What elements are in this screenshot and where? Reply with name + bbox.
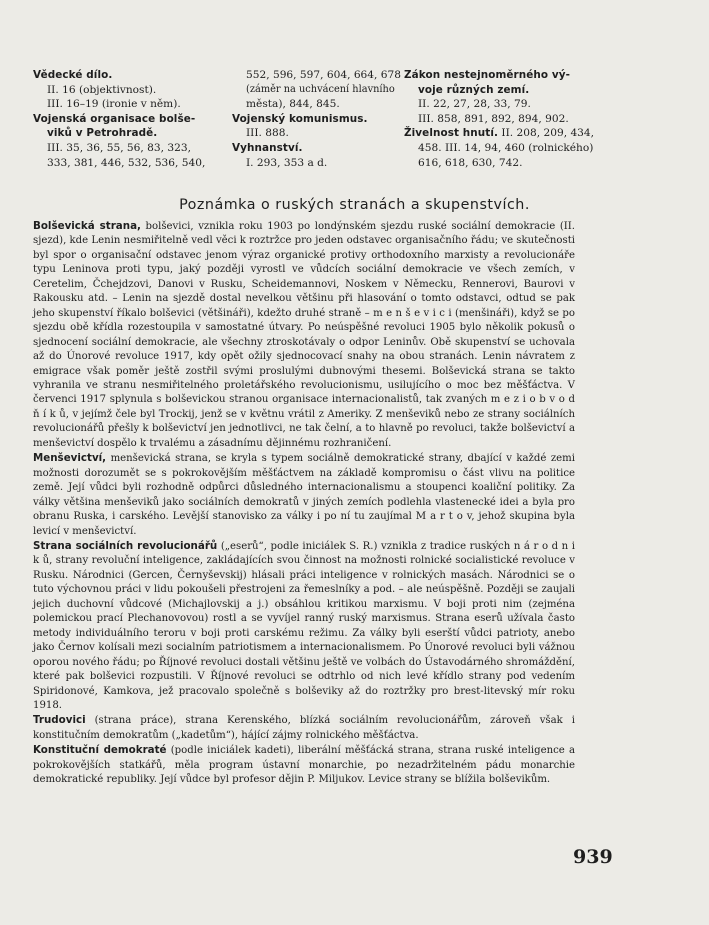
index-entry: III. 16–19 (ironie v něm). [47, 98, 181, 111]
index-entry: Vojenský komunismus. [232, 112, 368, 125]
index-entry: Vojenská organisace bolše- [33, 112, 196, 125]
index-entry: Živelnost hnutí. II. 208, 209, 434, [404, 127, 595, 140]
section-title: Poznámka o ruských stranách a skupenstvích. [179, 197, 530, 213]
notes-body [33, 219, 575, 788]
index-entry: voje různých zemí. [418, 83, 530, 96]
party-description: menševická strana, se kryla s typem sociálně demokratické strany, dbající v každé zemi možnosti dorozumět se s pokrokovějším měšťáctvem na základě kompromisu o část vlivu na politice země. Její vůdci byli rozhodně odpůrci důsledného internacionalismu a stoupenci koaliční politiky. Za války většina menševiků jako sociálních demokratů v jiných zemích podlehla vlastenecké idei a byla pro obranu Ruska, i carského. Levější stanovisko za války i po ní tu zaujímal M a r t o v, jehož skupina byla levicí v menševictví. [33, 453, 575, 537]
index-entry: II. 16 (objektivnost). [47, 83, 157, 96]
index-entry: Vyhnanství. [232, 141, 303, 154]
party-note-paragraph [33, 219, 575, 451]
party-term: Trudovici [33, 714, 86, 727]
party-description: (podle iniciálek kadeti), liberální měšťácká strana, strana ruské inteligence a pokrokovějších statkářů, měla program ústavní monarchie, po nezadržitelném pádu monarchie demokratické republiky. Její vůdce byl profesor dějin P. Miljukov. Levice strany se blížila bolševikům. [33, 745, 576, 786]
index-entry: I. 293, 353 a d. [246, 156, 328, 169]
party-note-paragraph [33, 743, 575, 787]
index-column-3 [404, 68, 595, 170]
party-description: (strana práce), strana Kerenského, blízká sociálním revolucionářům, zároveň však i konstitučním demokratům („kadetům“), hájící zájmy rolnického měšťáctva. [33, 715, 575, 741]
party-term: Bolševická strana, [33, 220, 141, 232]
index-column-2 [232, 68, 400, 170]
index-entry: III. 35, 36, 55, 56, 83, 323, [47, 141, 191, 154]
party-note-paragraph [33, 713, 575, 743]
index-entry: III. 888. [246, 127, 289, 140]
index-entry: Vědecké dílo. [33, 69, 113, 81]
index-entry: 616, 618, 630, 742. [418, 156, 523, 169]
party-note-paragraph [33, 451, 575, 539]
party-term: Strana sociálních revolucionářů [33, 539, 218, 552]
index-entry: 458. III. 14, 94, 460 (rolnického) [418, 141, 594, 154]
index-entry: viků v Petrohradě. [47, 127, 158, 140]
index-column-1 [33, 68, 211, 170]
party-term: Menševictví, [33, 452, 107, 465]
party-note-paragraph [33, 539, 575, 713]
index-entry: III. 858, 891, 892, 894, 902. [418, 112, 569, 125]
index-entry: 552, 596, 597, 604, 664, 678 [246, 69, 401, 81]
index-entry: II. 22, 27, 28, 33, 79. [418, 98, 531, 111]
page-number: 939 [573, 846, 613, 868]
index-entry: (záměr na uchvácení hlavního [246, 83, 395, 95]
index-entry: Zákon nestejnoměrného vý- [404, 69, 571, 81]
index-entry: 333, 381, 446, 532, 536, 540, [47, 156, 206, 169]
party-term: Konstituční demokraté [33, 744, 167, 757]
index-entry: města), 844, 845. [246, 98, 340, 111]
party-description: („eserů“, podle iniciálek S. R.) vznikla z tradice ruských n á r o d n i k ů, strany revoluční inteligence, zakládajících svou činnost na možnosti rolnické socialistické revoluce v Rusku. Národnici (Gercen, Černyševskij) hlásali práci inteligence v rolnických masách. Národnici se o tuto výchovnou práci v lidu pokoušeli přestrojeni za řemeslníky a pod. – ale neúspěšně. Později se zaujali jejich duchovní vůdcové (Michajlovskij a j.) obsáhlou kritikou marxismu. V boji proti nim (zejména polemickou prací Plechanovovou) rostl a se vyvíjel ranný ruský marxismus. Strana eserů užívala často metody individuálního teroru v boji proti carskému režimu. Za války byli eserští vůdci patrioty, anebo jako Černov kolísali mezi socialním patriotismem a internacionalismem. Po Únorové revoluci byli vážnou oporou nového řádu; po Říjnové revoluci dostali většinu ještě ve volbách do Ústavodárného shromáždění, které pak bolševici rozpustili. V Říjnové revoluci se odtrhlo od nich levé křídlo strany pod vedením Spiridonové, Kamkova, jež pracovalo společně s bolševiky až do roztržky pro brest-litevský mír roku 1918. [33, 540, 576, 711]
party-description: bolševici, vznikla roku 1903 po londýnském sjezdu ruské sociální demokracie (II. sjezd), kde Lenin nesmiřitelně vedl věci k roztržce pro jeden odstavec organisačního řádu; ve skutečnosti byl spor o organisační odstavec jenom výraz organické protivy orthodoxního marxisty a revolucionáře typu Leninova proti typu, jaký později vyrostl ve vůdcích sociální demokracie ve všech zemích, v Ceretelim, Čchejdzovi, Danovi v Rusku, Scheidemannovi, Noskem v Německu, Rennerovi, Baurovi v Rakousku atd. – Lenin na sjezdě dostal nevelkou většinu při hlasování o tomto odstavci, odtud se pak jeho skupenství říkalo bolševici (většináři), kdežto druhé straně – m e n š e v i c i (menšináři), když se po sjezdu obě křídla rozestoupila v samostatné útvary. Po neúspěšné revoluci 1905 bylo několik pokusů o sjednocení sociální demokracie, ale všechny ztroskotávaly o odpor Leninův. Obě skupenství se uchovala až do Únorové revoluce 1917, kdy opět ožily sjednocovací snahy na obou stranách. Lenin návratem z emigrace však poměr ještě zostřil svými proslulými dubnovými thesemi. Bolševická strana se takto vyhranila ve stranu nesmiřitelného proletářského revolucionismu, usilujícího o moc bez měšťáctva. V červenci 1917 splynula s bolševickou stranou organisace internacionalistů, tak zvaných m e z i o b v o d ň í k ů, v jejímž čele byl Trockij, jenž se v květnu vrátil z Ameriky. Z menševiků nebo ze strany sociálních revolucionářů přešly k bolševictví jen jednotlivci, ne tak čelní, a to hlavně po revoluci, takže bolševictví a menševictví dospělo k trvalému a zásadnímu dějinnému rozhraničení. [33, 221, 575, 449]
